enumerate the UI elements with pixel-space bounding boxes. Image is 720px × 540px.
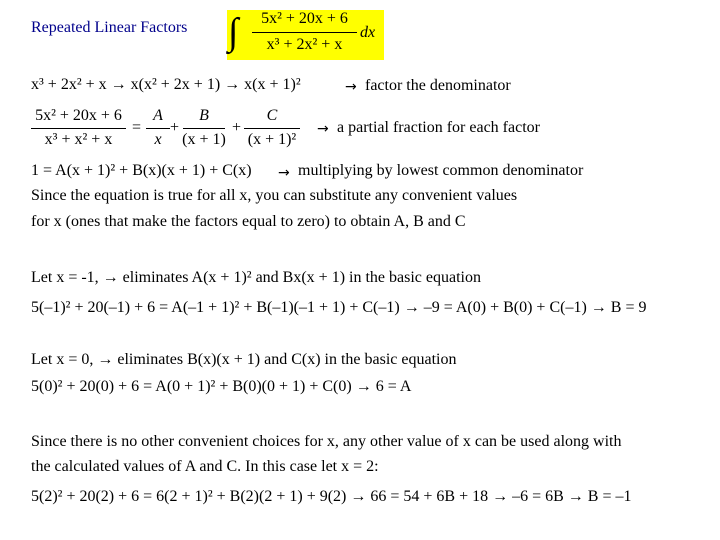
plus-sign: + xyxy=(232,119,242,136)
let-minus-one-math: 5(–1)² + 20(–1) + 6 = A(–1 + 1)² + B(–1)(–1 + 1) + C(–1) → –9 = A(0) + B(0) + C(–1) → B = 9 xyxy=(31,299,647,316)
since-line-2: for x (ones that make the factors equal to zero) to obtain A, B and C xyxy=(31,213,466,230)
other-line-1: Since there is no other convenient choices for x, any other value of x can be used along with xyxy=(31,433,622,450)
other-line-2: the calculated values of A and C. In this case let x = 2: xyxy=(31,458,379,475)
let-zero-math: 5(0)² + 20(0) + 6 = A(0 + 1)² + B(0)(0 + 1) + C(0) → 6 = A xyxy=(31,378,412,395)
partial-lhs-bar xyxy=(31,128,126,129)
arrow-icon: → xyxy=(317,121,329,137)
integral-fraction-bar xyxy=(252,32,357,33)
integral-denominator: x³ + 2x² + x xyxy=(266,36,343,53)
let-minus-one-text: Let x = -1, → eliminates A(x + 1)² and Bx(x + 1) in the basic equation xyxy=(31,269,481,286)
let-zero-text: Let x = 0, → eliminates B(x)(x + 1) and C(x) in the basic equation xyxy=(31,351,457,368)
partial-a-denominator: x xyxy=(154,131,162,148)
multiply-note: multiplying by lowest common denominator xyxy=(298,162,584,179)
partial-b-denominator: (x + 1) xyxy=(182,131,226,148)
partial-a-numerator: A xyxy=(153,107,163,124)
partial-lhs-denominator: x³ + x² + x xyxy=(44,131,113,148)
partial-a-bar xyxy=(146,128,170,129)
arrow-icon: → xyxy=(278,165,290,181)
partial-c-denominator: (x + 1)² xyxy=(247,131,297,148)
partial-note: a partial fraction for each factor xyxy=(337,119,540,136)
page-title: Repeated Linear Factors xyxy=(31,19,188,36)
since-line-1: Since the equation is true for all x, you can substitute any convenient values xyxy=(31,187,518,204)
integral-sign-icon: ∫ xyxy=(228,11,239,53)
integral-dx: dx xyxy=(360,24,376,41)
partial-c-numerator: C xyxy=(266,107,278,124)
partial-c-bar xyxy=(244,128,300,129)
factor-note: factor the denominator xyxy=(365,77,511,94)
partial-b-numerator: B xyxy=(199,107,209,124)
plus-sign: + xyxy=(170,119,180,136)
partial-lhs-numerator: 5x² + 20x + 6 xyxy=(35,107,122,124)
final-math: 5(2)² + 20(2) + 6 = 6(2 + 1)² + B(2)(2 + 1) + 9(2) → 66 = 54 + 6B + 18 → –6 = 6B → B = –1 xyxy=(31,488,632,505)
equals-sign: = xyxy=(132,119,142,136)
integral-numerator: 5x² + 20x + 6 xyxy=(261,10,348,27)
arrow-icon: → xyxy=(345,79,357,95)
factor-math: x³ + 2x² + x → x(x² + 2x + 1) → x(x + 1)² xyxy=(31,76,301,93)
multiply-math: 1 = A(x + 1)² + B(x)(x + 1) + C(x) xyxy=(31,162,252,179)
partial-b-bar xyxy=(183,128,225,129)
